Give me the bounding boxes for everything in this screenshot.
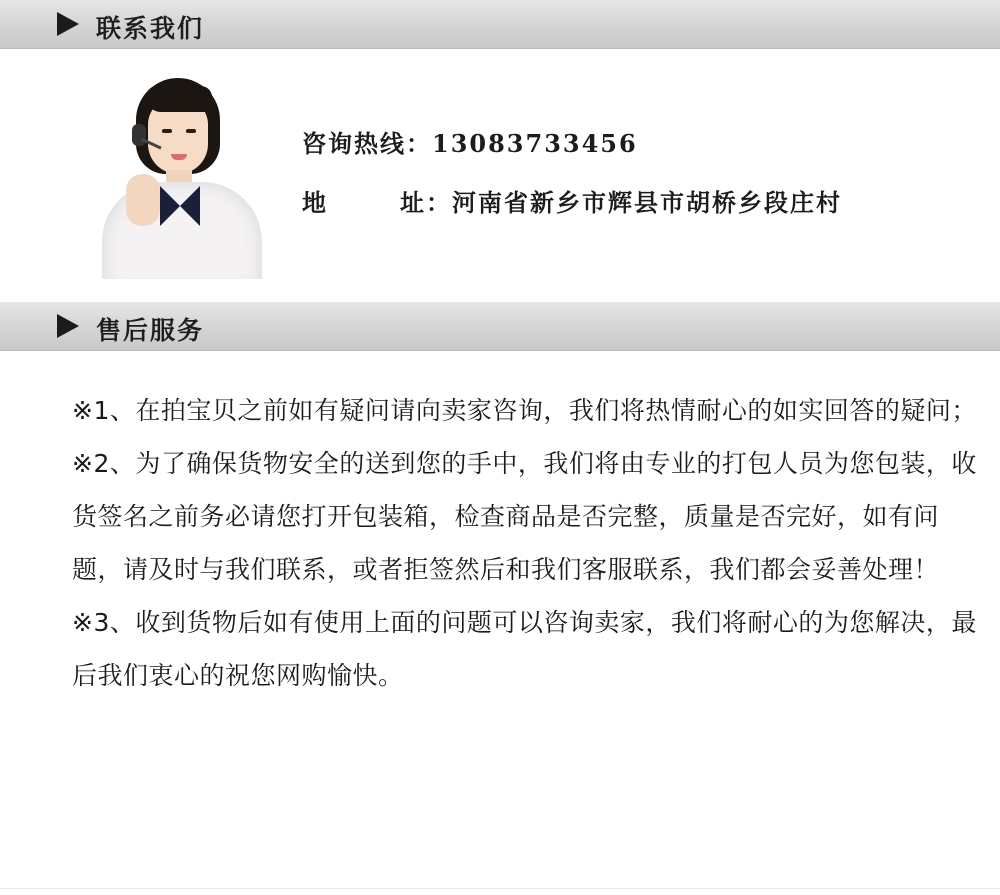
service-section-title: 售后服务 [96, 316, 205, 345]
service-item: ※3、收到货物后如有使用上面的问题可以咨询卖家，我们将耐心的为您解决，最后我们衷心的祝您网购愉快。 [72, 608, 977, 690]
phone-value: 13083733456 [432, 129, 638, 158]
address-label-second: 址： [400, 188, 452, 217]
customer-service-avatar [96, 74, 264, 279]
bottom-divider [0, 888, 1000, 889]
headset-icon [132, 124, 146, 146]
service-section-header [0, 302, 1000, 351]
address-label-first: 地 [302, 188, 328, 217]
contact-section-header [0, 0, 1000, 49]
phone-label: 咨询热线： [302, 129, 432, 158]
phone-line [302, 124, 638, 159]
triangle-arrow-icon [57, 314, 79, 338]
address-value: 河南省新乡市辉县市胡桥乡段庄村 [452, 188, 842, 217]
service-terms [72, 384, 984, 702]
service-item: ※1、在拍宝贝之前如有疑问请向卖家咨询，我们将热情耐心的如实回答的疑问； [72, 396, 977, 425]
contact-section-title: 联系我们 [96, 14, 205, 43]
address-line [302, 183, 842, 218]
service-item: ※2、为了确保货物安全的送到您的手中，我们将由专业的打包人员为您包装，收货签名之前务必请您打开包装箱，检查商品是否完整，质量是否完好，如有问题，请及时与我们联系，或者拒签然后和我们客服联系，我们都会妥善处理！ [72, 449, 977, 584]
triangle-arrow-icon [57, 12, 79, 36]
